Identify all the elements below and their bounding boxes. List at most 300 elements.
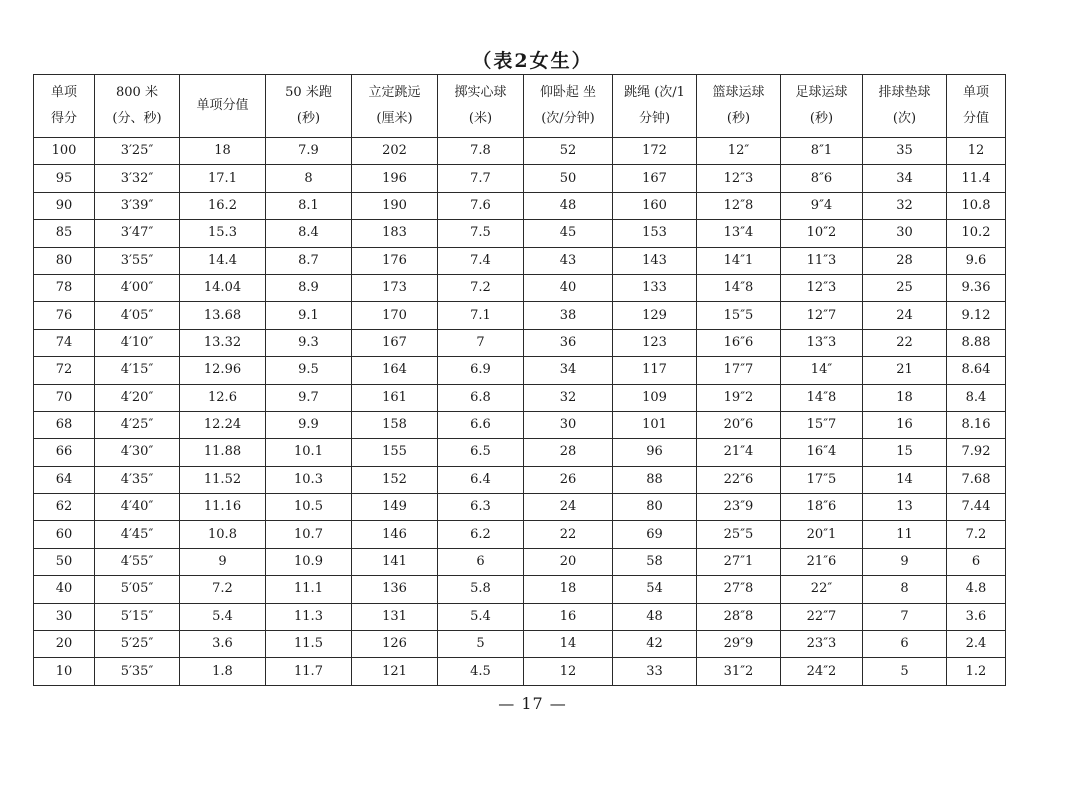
table-cell: 5.4 [180,603,266,630]
table-cell: 14 [863,466,947,493]
table-cell: 26 [524,466,613,493]
table-cell: 7.1 [438,302,524,329]
table-cell: 24″2 [781,658,863,685]
table-cell: 126 [352,631,438,658]
table-cell: 4′55″ [95,548,180,575]
column-header [947,75,1006,138]
table-cell: 9.6 [947,247,1006,274]
table-cell: 11.88 [180,439,266,466]
table-cell: 48 [524,192,613,219]
table-cell: 109 [613,384,697,411]
table-row [34,274,1006,301]
table-cell: 5.4 [438,603,524,630]
table-row [34,302,1006,329]
table-cell: 9.3 [266,329,352,356]
table-cell: 3′32″ [95,165,180,192]
table-cell: 29″9 [697,631,781,658]
table-cell: 38 [524,302,613,329]
table-cell: 9.7 [266,384,352,411]
table-cell: 8.88 [947,329,1006,356]
table-cell: 5′05″ [95,576,180,603]
table-cell: 76 [34,302,95,329]
table-cell: 30 [34,603,95,630]
table-row [34,138,1006,165]
table-cell: 131 [352,603,438,630]
table-cell: 4′35″ [95,466,180,493]
table-cell: 12″7 [781,302,863,329]
table-cell: 6.4 [438,466,524,493]
column-header [95,75,180,138]
table-cell: 28 [863,247,947,274]
table-cell: 129 [613,302,697,329]
table-row [34,220,1006,247]
table-cell: 69 [613,521,697,548]
table-cell: 22 [863,329,947,356]
column-header-line: 单项 [962,85,989,100]
table-cell: 4′15″ [95,357,180,384]
table-cell: 13″3 [781,329,863,356]
table-cell: 10.8 [180,521,266,548]
table-row [34,439,1006,466]
table-cell: 11.52 [180,466,266,493]
column-header-line: 跳绳 (次/1 [624,85,685,100]
table-cell: 13 [863,494,947,521]
table-cell: 25 [863,274,947,301]
table-cell: 96 [613,439,697,466]
table-cell: 173 [352,274,438,301]
table-cell: 7.68 [947,466,1006,493]
table-cell: 66 [34,439,95,466]
table-cell: 172 [613,138,697,165]
table-cell: 4′45″ [95,521,180,548]
table-cell: 14″1 [697,247,781,274]
table-cell: 158 [352,411,438,438]
table-cell: 11.4 [947,165,1006,192]
table-cell: 80 [34,247,95,274]
table-cell: 3′25″ [95,138,180,165]
table-cell: 14″ [781,357,863,384]
table-cell: 31″2 [697,658,781,685]
table-cell: 12″8 [697,192,781,219]
table-cell: 17″7 [697,357,781,384]
table-cell: 10.5 [266,494,352,521]
column-header-line: 单项 [50,85,77,100]
table-cell: 43 [524,247,613,274]
table-cell: 4′05″ [95,302,180,329]
table-cell: 52 [524,138,613,165]
table-cell: 22″6 [697,466,781,493]
table-cell: 9.36 [947,274,1006,301]
table-cell: 5.8 [438,576,524,603]
column-header-line: (厘米) [376,111,413,126]
column-header [266,75,352,138]
table-cell: 7.2 [180,576,266,603]
table-cell: 18″6 [781,494,863,521]
table-cell: 13.32 [180,329,266,356]
table-cell: 12.24 [180,411,266,438]
table-cell: 20 [524,548,613,575]
table-cell: 12 [524,658,613,685]
table-cell: 12″3 [781,274,863,301]
table-cell: 167 [613,165,697,192]
table-row [34,548,1006,575]
table-cell: 12 [947,138,1006,165]
table-cell: 8 [863,576,947,603]
table-cell: 17″5 [781,466,863,493]
table-cell: 164 [352,357,438,384]
table-cell: 8.4 [947,384,1006,411]
column-header-line: (秒) [809,111,834,126]
table-cell: 4′10″ [95,329,180,356]
table-cell: 7.8 [438,138,524,165]
table-cell: 176 [352,247,438,274]
table-row [34,165,1006,192]
column-header-line: (秒) [726,111,751,126]
table-cell: 7.44 [947,494,1006,521]
table-cell: 10 [34,658,95,685]
table-cell: 62 [34,494,95,521]
scoring-table [33,74,1006,686]
table-row [34,247,1006,274]
table-row [34,576,1006,603]
table-cell: 20 [34,631,95,658]
table-cell: 24 [863,302,947,329]
table-cell: 95 [34,165,95,192]
table-cell: 72 [34,357,95,384]
table-cell: 10.9 [266,548,352,575]
table-cell: 149 [352,494,438,521]
table-cell: 20″1 [781,521,863,548]
table-cell: 7.2 [947,521,1006,548]
table-cell: 30 [524,411,613,438]
table-cell: 58 [613,548,697,575]
table-cell: 4′40″ [95,494,180,521]
table-cell: 133 [613,274,697,301]
column-header-line: 分值 [962,111,989,126]
table-cell: 9.5 [266,357,352,384]
column-header-line: 排球垫球 [878,85,931,100]
column-header [781,75,863,138]
column-header-line: 50 米跑 [285,85,332,100]
column-header-line: 立定跳远 [368,85,421,100]
table-cell: 50 [34,548,95,575]
header-row [34,75,1006,138]
table-cell: 15.3 [180,220,266,247]
table-cell: 16″4 [781,439,863,466]
table-cell: 146 [352,521,438,548]
table-cell: 196 [352,165,438,192]
table-row [34,411,1006,438]
table-cell: 170 [352,302,438,329]
column-header-line: (秒) [296,111,321,126]
table-cell: 7 [863,603,947,630]
table-cell: 7.5 [438,220,524,247]
table-cell: 1.8 [180,658,266,685]
table-cell: 6 [438,548,524,575]
table-row [34,192,1006,219]
table-cell: 27″8 [697,576,781,603]
table-cell: 9″4 [781,192,863,219]
table-cell: 8″1 [781,138,863,165]
table-cell: 28 [524,439,613,466]
table-cell: 3.6 [180,631,266,658]
table-cell: 10.1 [266,439,352,466]
table-cell: 141 [352,548,438,575]
table-cell: 8.64 [947,357,1006,384]
column-header-line: (分、秒) [112,111,162,126]
table-cell: 17.1 [180,165,266,192]
table-cell: 3′39″ [95,192,180,219]
table-cell: 123 [613,329,697,356]
table-cell: 8″6 [781,165,863,192]
table-cell: 11″3 [781,247,863,274]
page-number: — 17 — [498,694,567,713]
table-row [34,329,1006,356]
column-header [524,75,613,138]
table-cell: 7 [438,329,524,356]
table-cell: 7.7 [438,165,524,192]
table-row [34,466,1006,493]
table-cell: 27″1 [697,548,781,575]
column-header [34,75,95,138]
table-cell: 4′25″ [95,411,180,438]
table-cell: 4′00″ [95,274,180,301]
table-cell: 9.9 [266,411,352,438]
table-cell: 15 [863,439,947,466]
column-header-line: 掷实心球 [454,85,507,100]
table-cell: 64 [34,466,95,493]
table-cell: 13.68 [180,302,266,329]
table-cell: 45 [524,220,613,247]
column-header-line: 足球运球 [795,85,848,100]
table-body [34,138,1006,686]
column-header-line: 分钟) [638,111,671,126]
table-cell: 18 [524,576,613,603]
table-cell: 202 [352,138,438,165]
table-cell: 8.1 [266,192,352,219]
table-cell: 7.92 [947,439,1006,466]
table-cell: 48 [613,603,697,630]
table-cell: 78 [34,274,95,301]
table-cell: 40 [34,576,95,603]
table-cell: 136 [352,576,438,603]
table-cell: 9 [180,548,266,575]
table-cell: 18 [180,138,266,165]
table-cell: 36 [524,329,613,356]
table-cell: 7.9 [266,138,352,165]
column-header-line: 800 米 [116,85,158,100]
table-cell: 5′35″ [95,658,180,685]
table-cell: 24 [524,494,613,521]
table-cell: 14.04 [180,274,266,301]
table-row [34,357,1006,384]
table-cell: 6.5 [438,439,524,466]
table-row [34,603,1006,630]
table-cell: 7.2 [438,274,524,301]
table-cell: 6 [863,631,947,658]
table-cell: 101 [613,411,697,438]
column-header [352,75,438,138]
table-cell: 4.8 [947,576,1006,603]
table-cell: 21″6 [781,548,863,575]
table-cell: 11.5 [266,631,352,658]
table-cell: 7.4 [438,247,524,274]
table-cell: 68 [34,411,95,438]
table-cell: 20″6 [697,411,781,438]
table-cell: 1.2 [947,658,1006,685]
column-header-line: (次) [892,111,917,126]
table-cell: 4′20″ [95,384,180,411]
table-cell: 4′30″ [95,439,180,466]
table-cell: 9.12 [947,302,1006,329]
table-cell: 153 [613,220,697,247]
table-cell: 23″3 [781,631,863,658]
table-cell: 160 [613,192,697,219]
table-cell: 90 [34,192,95,219]
table-row [34,384,1006,411]
table-cell: 7.6 [438,192,524,219]
table-cell: 8 [266,165,352,192]
table-cell: 11.1 [266,576,352,603]
table-cell: 30 [863,220,947,247]
table-row [34,494,1006,521]
table-cell: 13″4 [697,220,781,247]
table-cell: 74 [34,329,95,356]
table-cell: 21 [863,357,947,384]
table-cell: 22″7 [781,603,863,630]
table-cell: 10″2 [781,220,863,247]
column-header-line: 得分 [50,111,77,126]
table-cell: 25″5 [697,521,781,548]
table-cell: 5 [863,658,947,685]
table-cell: 16″6 [697,329,781,356]
table-cell: 100 [34,138,95,165]
table-cell: 14″8 [781,384,863,411]
column-header-line: 篮球运球 [712,85,765,100]
table-cell: 14″8 [697,274,781,301]
table-cell: 12.96 [180,357,266,384]
table-cell: 16 [863,411,947,438]
table-cell: 33 [613,658,697,685]
table-cell: 6.3 [438,494,524,521]
table-cell: 190 [352,192,438,219]
table-cell: 5 [438,631,524,658]
table-cell: 161 [352,384,438,411]
table-cell: 50 [524,165,613,192]
table-cell: 22″ [781,576,863,603]
table-cell: 167 [352,329,438,356]
table-cell: 28″8 [697,603,781,630]
table-cell: 8.16 [947,411,1006,438]
table-cell: 2.4 [947,631,1006,658]
table-cell: 117 [613,357,697,384]
table-cell: 9 [863,548,947,575]
column-header-line: 仰卧起 坐 [539,85,597,100]
table-cell: 3.6 [947,603,1006,630]
table-cell: 8.9 [266,274,352,301]
table-cell: 6.9 [438,357,524,384]
table-cell: 6.8 [438,384,524,411]
table-cell: 40 [524,274,613,301]
table-cell: 152 [352,466,438,493]
table-cell: 42 [613,631,697,658]
table-cell: 60 [34,521,95,548]
table-cell: 14 [524,631,613,658]
table-cell: 10.8 [947,192,1006,219]
table-cell: 19″2 [697,384,781,411]
table-cell: 80 [613,494,697,521]
column-header [697,75,781,138]
table-cell: 3′55″ [95,247,180,274]
column-header [438,75,524,138]
table-cell: 70 [34,384,95,411]
table-cell: 155 [352,439,438,466]
table-cell: 14.4 [180,247,266,274]
table-cell: 34 [863,165,947,192]
table-cell: 5′15″ [95,603,180,630]
table-cell: 15″5 [697,302,781,329]
table-cell: 6.2 [438,521,524,548]
column-header [180,75,266,138]
table-cell: 34 [524,357,613,384]
column-header-line: 单项分值 [196,98,249,113]
table-cell: 12.6 [180,384,266,411]
table-cell: 32 [524,384,613,411]
table-cell: 88 [613,466,697,493]
table-cell: 10.7 [266,521,352,548]
table-cell: 12″ [697,138,781,165]
table-cell: 10.3 [266,466,352,493]
table-cell: 6.6 [438,411,524,438]
table-cell: 9.1 [266,302,352,329]
column-header [613,75,697,138]
table-row [34,521,1006,548]
table-cell: 32 [863,192,947,219]
table-title: （表2女生） [472,50,593,72]
table-cell: 143 [613,247,697,274]
table-cell: 5′25″ [95,631,180,658]
table-cell: 16 [524,603,613,630]
table-cell: 4.5 [438,658,524,685]
table-cell: 183 [352,220,438,247]
table-cell: 10.2 [947,220,1006,247]
table-cell: 35 [863,138,947,165]
column-header-line: (次/分钟) [541,111,595,126]
table-cell: 3′47″ [95,220,180,247]
table-cell: 85 [34,220,95,247]
table-cell: 11.7 [266,658,352,685]
column-header-line: (米) [468,111,493,126]
table-cell: 8.4 [266,220,352,247]
table-cell: 18 [863,384,947,411]
table-cell: 11.3 [266,603,352,630]
column-header [863,75,947,138]
table-row [34,631,1006,658]
table-cell: 12″3 [697,165,781,192]
table-row [34,658,1006,685]
table-cell: 8.7 [266,247,352,274]
table-cell: 22 [524,521,613,548]
table-cell: 6 [947,548,1006,575]
table-cell: 15″7 [781,411,863,438]
table-cell: 21″4 [697,439,781,466]
table-cell: 23″9 [697,494,781,521]
table-cell: 54 [613,576,697,603]
table-cell: 121 [352,658,438,685]
table-cell: 16.2 [180,192,266,219]
table-cell: 11 [863,521,947,548]
table-cell: 11.16 [180,494,266,521]
